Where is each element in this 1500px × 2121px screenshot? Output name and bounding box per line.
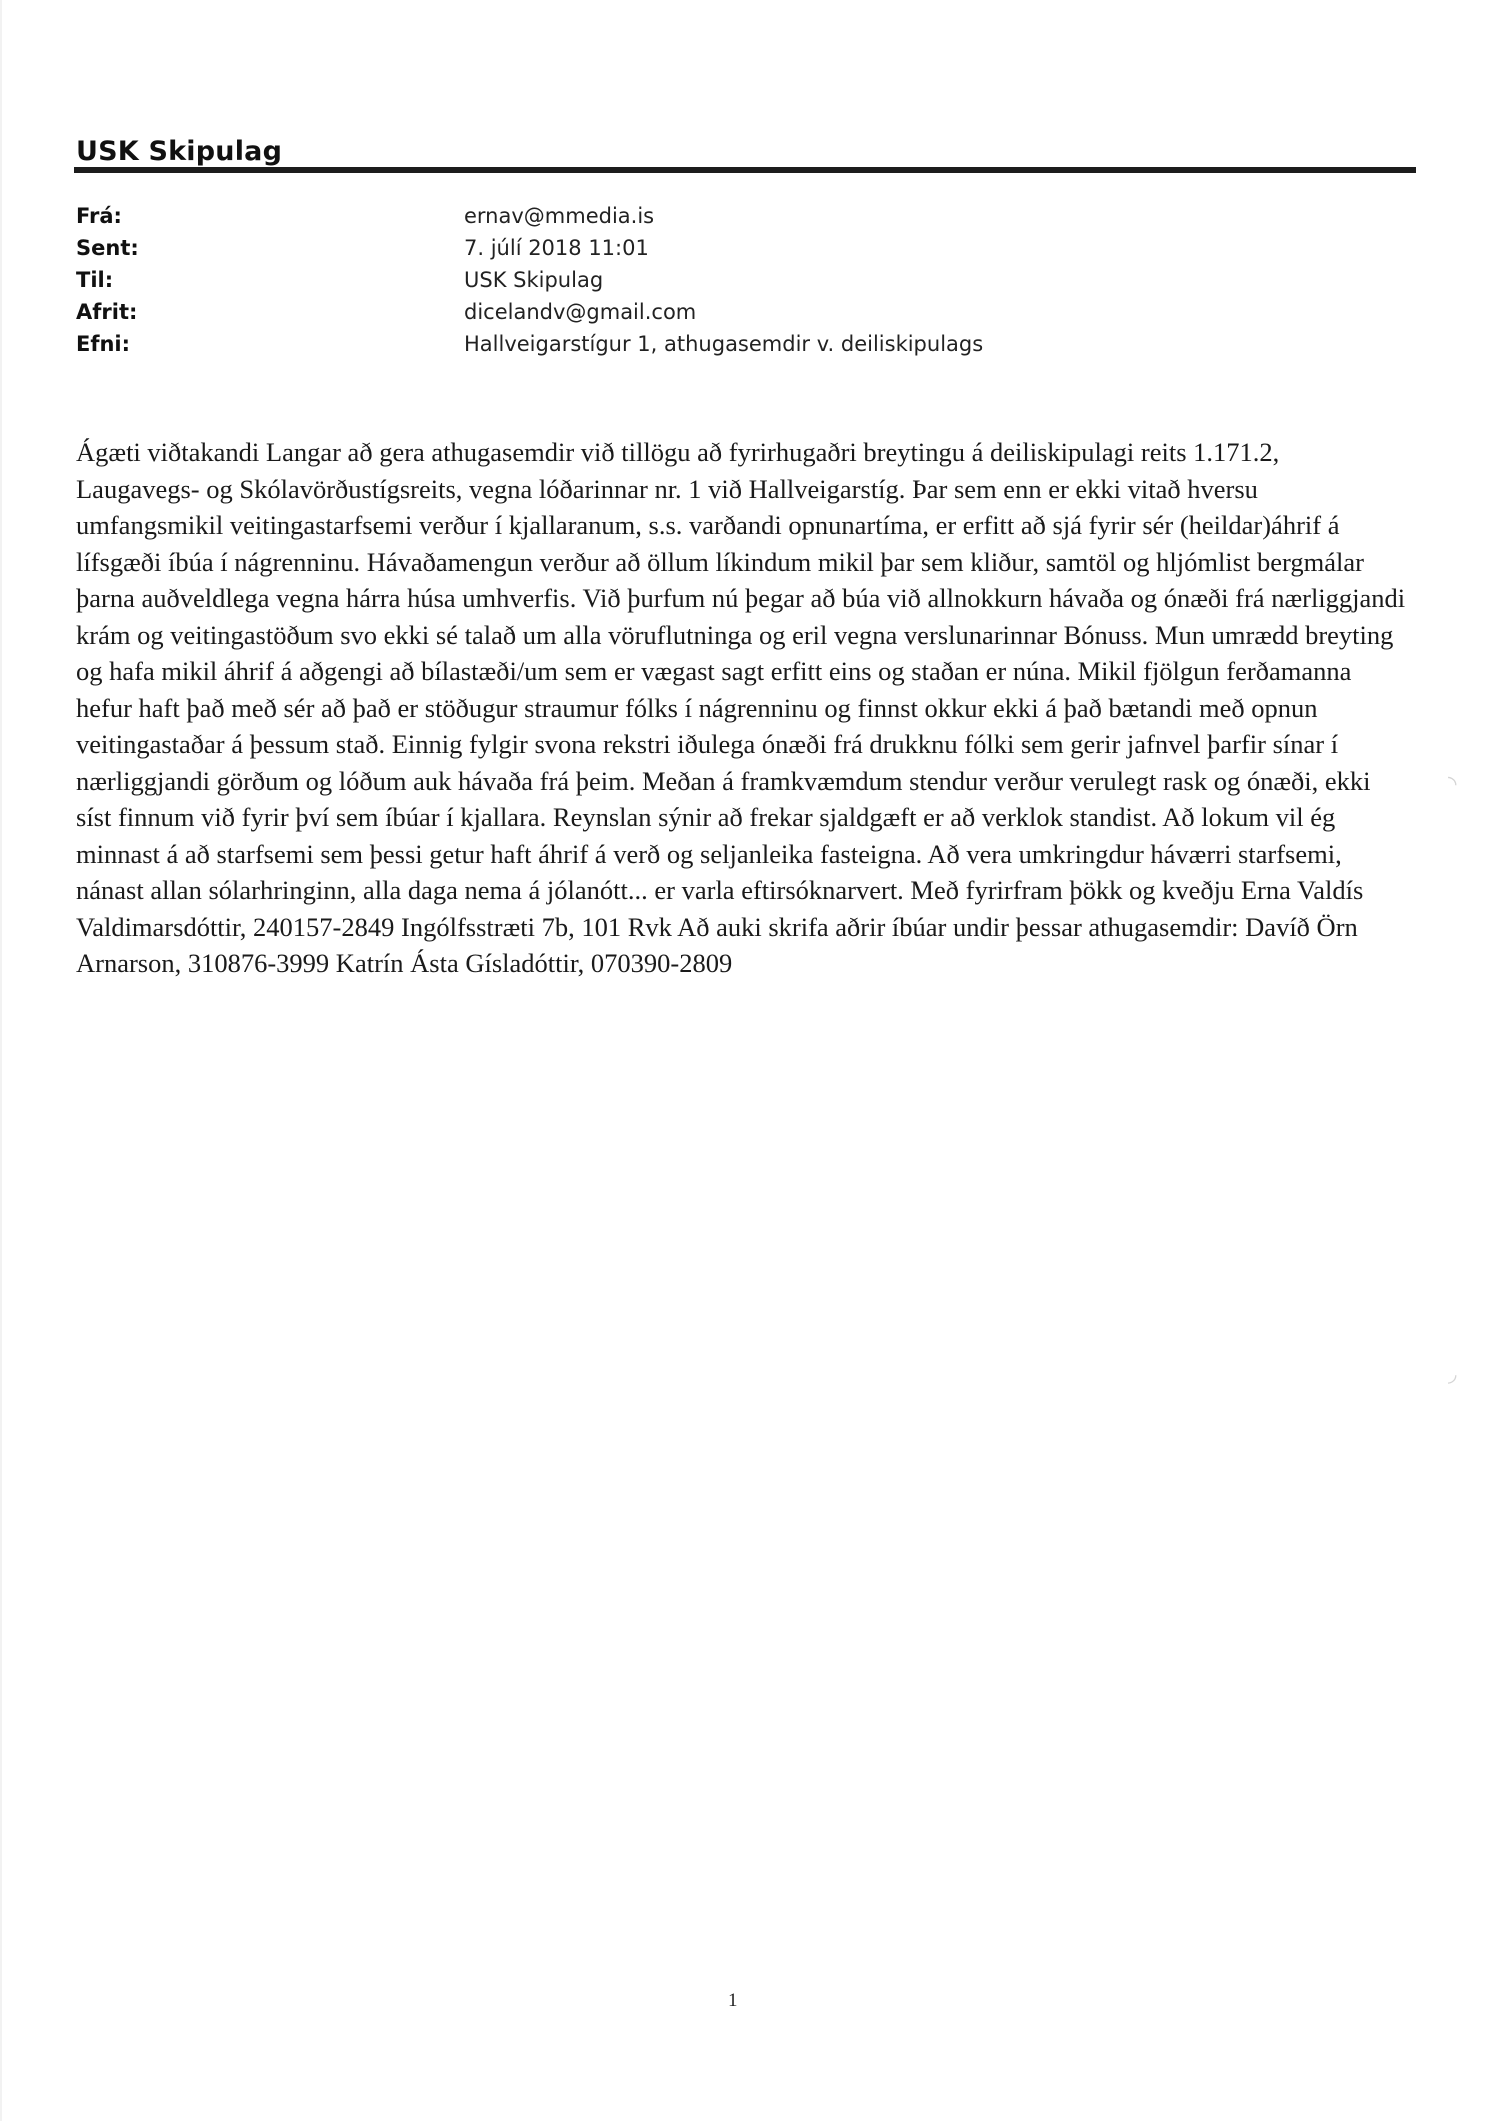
header-row-sent [76, 236, 1376, 268]
header-label: Til: [76, 268, 114, 292]
title-rule [74, 167, 1416, 173]
header-row-cc [76, 300, 1376, 332]
punch-hole-mark: ◝ [1448, 772, 1457, 797]
email-headers [76, 204, 1376, 364]
header-value-sent: 7. júlí 2018 11:01 [464, 236, 649, 260]
punch-hole-mark: ◞ [1448, 1362, 1457, 1387]
header-label: Frá: [76, 204, 122, 228]
header-row-subject [76, 332, 1376, 364]
header-value-to: USK Skipulag [464, 268, 604, 292]
header-value-subject: Hallveigarstígur 1, athugasemdir v. deiliskipulags [464, 332, 984, 356]
header-value-from: ernav@mmedia.is [464, 204, 655, 228]
header-label: Afrit: [76, 300, 138, 324]
header-row-to [76, 268, 1376, 300]
page-number: 1 [728, 1990, 738, 2011]
email-body: Ágæti viðtakandi Langar að gera athugasemdir við tillögu að fyrirhugaðri breytingu á deiliskipulagi reits 1.171.2, Laugavegs- og Skólavörðustígsreits, vegna lóðarinnar nr. 1 við Hallveigarstíg. Þar sem enn er ekki vitað hversu umfangsmikil veitingastarfsemi verður í kjallaranum, s.s. varðandi opnunartíma, er erfitt að sjá fyrir sér (heildar)áhrif á lífsgæði íbúa í nágrenninu. Hávaðamengun verður að öllum líkindum mikil þar sem kliður, samtöl og hljómlist bergmálar þarna auðveldlega vegna hárra húsa umhverfis. Við þurfum nú þegar að búa við allnokkurn hávaða og ónæði frá nærliggjandi krám og veitingastöðum svo ekki sé talað um alla vöruflutninga og eril vegna verslunarinnar Bónuss. Mun umrædd breyting og hafa mikil áhrif á aðgengi að bílastæði/um sem er vægast sagt erfitt eins og staðan er núna. Mikil fjölgun ferðamanna hefur haft það með sér að það er stöðugur straumur fólks í nágrenninu og finnst okkur ekki á það bætandi með opnun veitingastaðar á þessum stað. Einnig fylgir svona rekstri iðulega ónæði frá drukknu fólki sem gerir jafnvel þarfir sínar í nærliggjandi görðum og lóðum auk hávaða frá þeim. Meðan á framkvæmdum stendur verður verulegt rask og ónæði, ekki síst finnum við fyrir því sem íbúar í kjallara. Reynslan sýnir að frekar sjaldgæft er að verklok standist. Að lokum vil ég minnast á að starfsemi sem þessi getur haft áhrif á verð og seljanleika fasteigna. Að vera umkringdur háværri starfsemi, nánast allan sólarhringinn, alla daga nema á jólanótt... er varla eftirsóknarvert. Með fyrirfram þökk og kveðju Erna Valdís Valdimarsdóttir, 240157-2849 Ingólfsstræti 7b, 101 Rvk Að auki skrifa aðrir íbúar undir þessar athugasemdir: Davíð Örn Arnarson, 310876-3999 Katrín Ásta Gísladóttir, 070390-2809 [76, 437, 1406, 978]
header-label: Efni: [76, 332, 131, 356]
header-value-cc: dicelandv@gmail.com [464, 300, 697, 324]
header-row-from [76, 204, 1376, 236]
email-title: USK Skipulag [76, 136, 283, 167]
header-label: Sent: [76, 236, 139, 260]
scan-edge [0, 0, 2, 2121]
